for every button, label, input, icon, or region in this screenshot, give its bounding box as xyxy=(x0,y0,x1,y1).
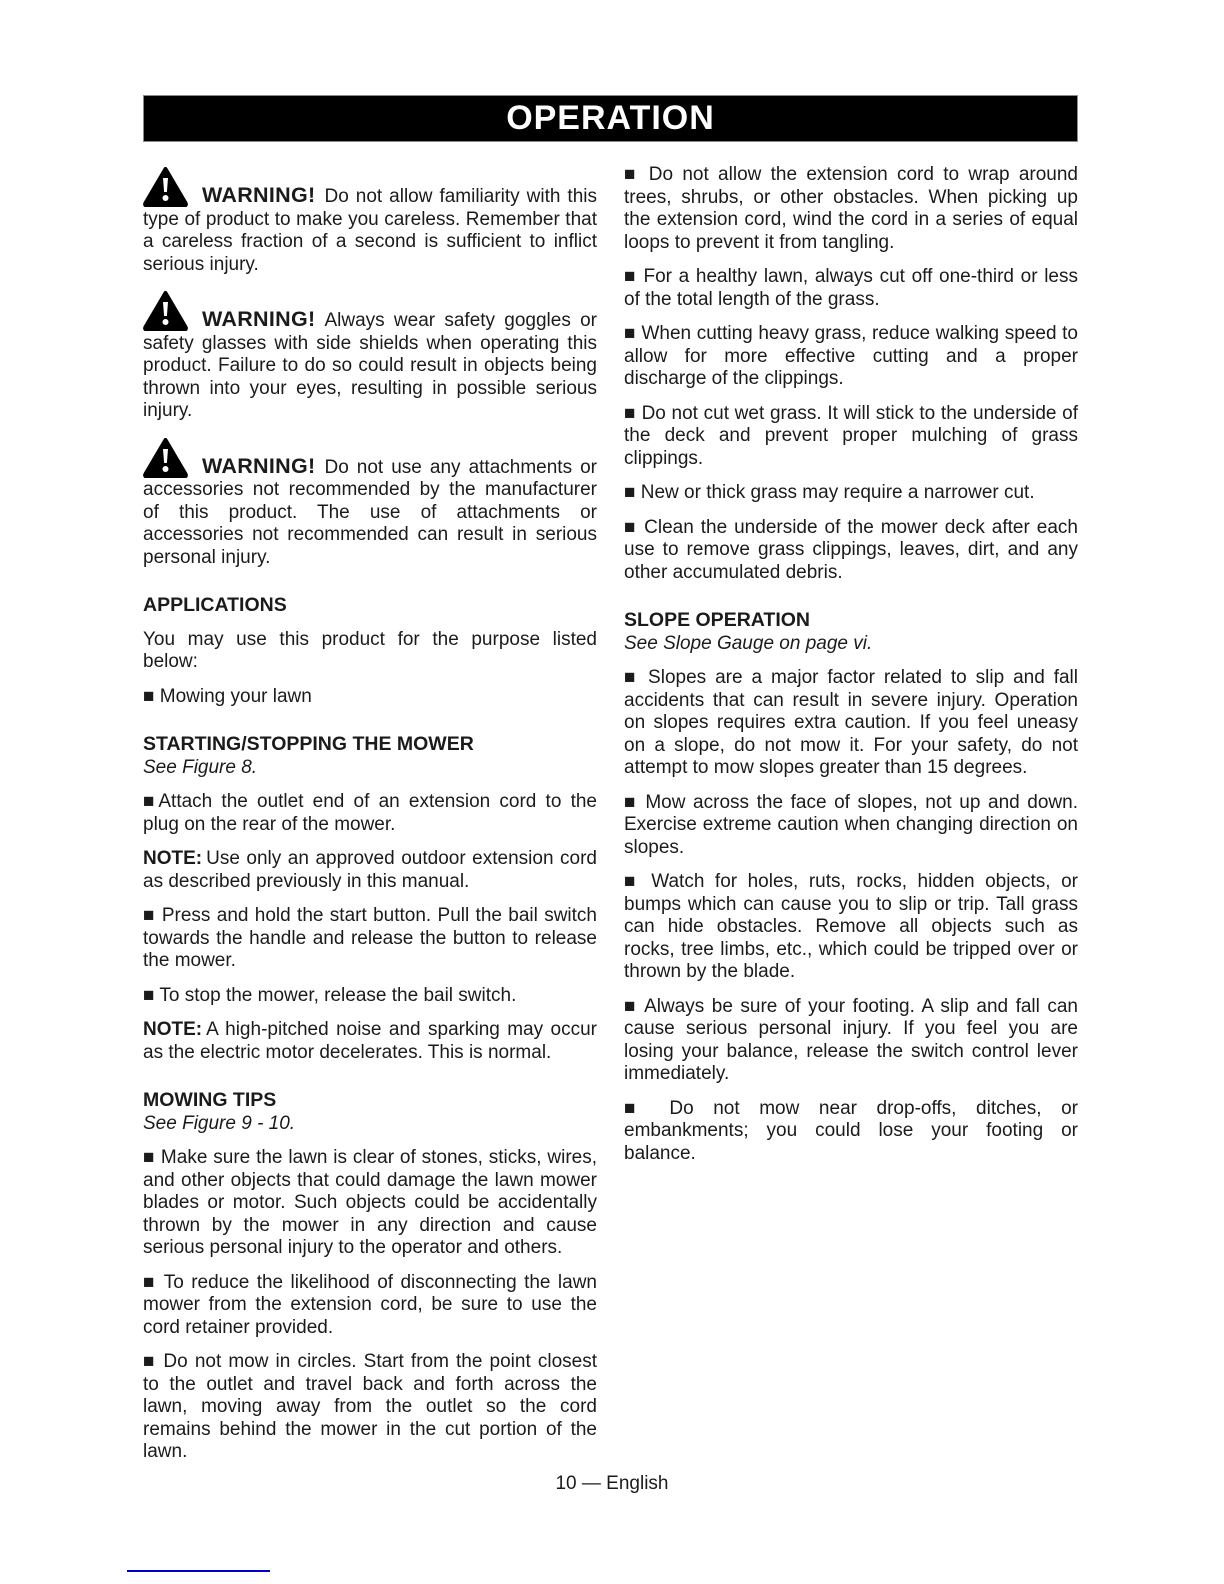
block-text: ■ For a healthy lawn, always cut off one-third or less of the total length of the grass. xyxy=(624,266,1078,310)
bullet-item xyxy=(143,791,597,836)
block-text: STARTING/STOPPING THE MOWER xyxy=(143,733,474,755)
bullet-item xyxy=(143,905,597,973)
warning-label: WARNING! xyxy=(202,307,316,331)
bullet-item xyxy=(624,517,1078,585)
page-section-title: OPERATION xyxy=(506,99,715,138)
bullet-item xyxy=(624,164,1078,254)
warning-triangle-icon xyxy=(143,166,188,207)
bullet-item xyxy=(143,1351,597,1464)
paragraph xyxy=(143,629,597,674)
block-text: A high-pitched noise and sparking may occur as the electric motor decelerates. This is normal. xyxy=(143,1019,597,1063)
block-text: See Figure 8. xyxy=(143,756,258,778)
warning-block xyxy=(143,437,597,570)
block-text: Do not allow familiarity with this type of product to make you careless. Remember that a careless fraction of a second is sufficient to inflict serious injury. xyxy=(143,186,597,275)
figure-reference xyxy=(143,1113,597,1136)
page-footer xyxy=(0,1473,1224,1496)
block-text: ■ To stop the mower, release the bail switch. xyxy=(143,984,517,1006)
bullet-item xyxy=(143,686,597,709)
bullet-item xyxy=(624,792,1078,860)
bullet-item xyxy=(143,1147,597,1260)
note-label: NOTE: xyxy=(143,1019,203,1040)
section-heading xyxy=(143,733,597,756)
block-text: Do not use any attachments or accessories not recommended by the manufacturer of this product. The use of attachments or accessories not recommended can result in serious personal injury. xyxy=(143,456,597,568)
block-text: ■ Mowing your lawn xyxy=(143,685,312,707)
bullet-item xyxy=(624,1098,1078,1166)
block-text: ■Attach the outlet end of an extension cord to the plug on the rear of the mower. xyxy=(143,791,597,835)
block-text: ■ To reduce the likelihood of disconnecting the lawn mower from the extension cord, be sure to use the cord retainer provided. xyxy=(143,1271,597,1338)
figure-reference xyxy=(143,757,597,780)
warning-triangle-icon xyxy=(143,437,188,478)
figure-reference xyxy=(624,633,1078,656)
block-text: ■ Always be sure of your footing. A slip and fall can cause serious personal injury. If you feel you are losing your balance, release the switch control lever immediately. xyxy=(624,995,1078,1084)
block-text: ■ When cutting heavy grass, reduce walking speed to allow for more effective cutting and a proper discharge of the clippings. xyxy=(624,323,1078,389)
bullet-item xyxy=(624,482,1078,505)
block-text: Use only an approved outdoor extension cord as described previously in this manual. xyxy=(143,848,597,892)
block-text: SLOPE OPERATION xyxy=(624,609,810,631)
right-column xyxy=(624,152,1078,1464)
page-number-label: 10 — English xyxy=(555,1473,669,1494)
block-text: ■ New or thick grass may require a narrower cut. xyxy=(624,482,1035,503)
bullet-item xyxy=(624,667,1078,780)
section-header-bar xyxy=(143,95,1078,142)
warning-block xyxy=(143,290,597,423)
warning-label: WARNING! xyxy=(202,183,316,207)
block-text: MOWING TIPS xyxy=(143,1089,277,1111)
block-text: ■ Do not allow the extension cord to wrap around trees, shrubs, or other obstacles. When picking up the extension cord, wind the cord in a series of equal loops to prevent it from tangling. xyxy=(624,164,1078,253)
note-paragraph xyxy=(143,1019,597,1064)
block-text: ■ Make sure the lawn is clear of stones, sticks, wires, and other objects that could damage the lawn mower blades or motor. Such objects could be accidentally thrown by the mower in any direction and cause serious personal injury to the operator and others. xyxy=(143,1147,597,1258)
bullet-item xyxy=(624,266,1078,311)
block-text: ■ Do not mow near drop-offs, ditches, or embankments; you could lose your footing or balance. xyxy=(624,1097,1078,1164)
bullet-item xyxy=(624,871,1078,984)
block-text: You may use this product for the purpose listed below: xyxy=(143,628,597,672)
block-text: ■ Watch for holes, ruts, rocks, hidden objects, or bumps which can cause you to slip or trip. Tall grass can hide obstacles. Remove all objects such as rocks, tree limbs, etc., which could be tripped over or thrown by the blade. xyxy=(624,871,1078,982)
block-text: ■ Slopes are a major factor related to slip and fall accidents that can result in severe injury. Operation on slopes requires extra caution. If you feel uneasy on a slope, do not mow it. For your safety, do not attempt to mow slopes greater than 15 degrees. xyxy=(624,667,1078,778)
section-heading xyxy=(143,594,597,617)
bullet-item xyxy=(143,985,597,1008)
block-text: See Slope Gauge on page vi. xyxy=(624,632,873,654)
block-text: ■ Do not mow in circles. Start from the point closest to the outlet and travel back and forth across the lawn, moving away from the outlet so the cord remains behind the mower in the cut portion of the lawn. xyxy=(143,1351,597,1462)
note-paragraph xyxy=(143,848,597,893)
left-column xyxy=(143,152,597,1464)
note-label: NOTE: xyxy=(143,848,203,869)
footer-divider-line xyxy=(127,1570,270,1572)
warning-block xyxy=(143,166,597,276)
block-text: APPLICATIONS xyxy=(143,594,287,616)
block-text: See Figure 9 - 10. xyxy=(143,1112,296,1134)
block-text: ■ Mow across the face of slopes, not up and down. Exercise extreme caution when changing direction on slopes. xyxy=(624,791,1078,858)
bullet-item xyxy=(624,323,1078,391)
block-text: ■ Press and hold the start button. Pull the bail switch towards the handle and release the button to release the mower. xyxy=(143,905,597,971)
section-heading xyxy=(143,1089,597,1112)
warning-label: WARNING! xyxy=(202,453,316,478)
content-columns xyxy=(143,152,1078,1464)
section-heading xyxy=(624,609,1078,632)
bullet-item xyxy=(624,996,1078,1086)
bullet-item xyxy=(143,1272,597,1340)
warning-triangle-icon xyxy=(143,290,188,331)
block-text: Always wear safety goggles or safety glasses with side shields when operating this product. Failure to do so could result in objects being thrown into your eyes, resulting in possible serious injury. xyxy=(143,310,597,421)
block-text: ■ Clean the underside of the mower deck after each use to remove grass clippings, leaves, dirt, and any other accumulated debris. xyxy=(624,516,1078,583)
block-text: ■ Do not cut wet grass. It will stick to the underside of the deck and prevent proper mulching of grass clippings. xyxy=(624,402,1078,469)
bullet-item xyxy=(624,403,1078,471)
